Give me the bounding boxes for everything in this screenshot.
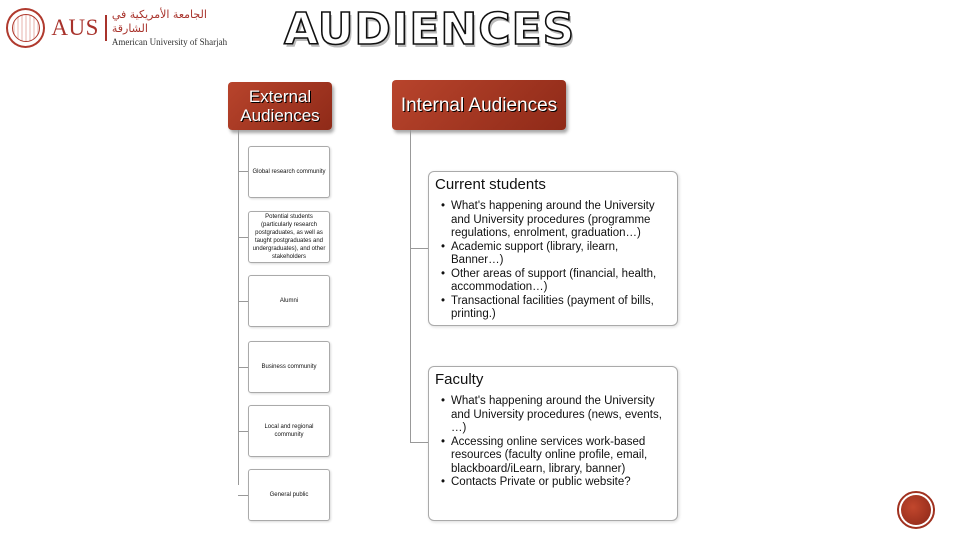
bullet-item: • Contacts Private or public website? — [443, 476, 671, 490]
internal-audiences-label: Internal Audiences — [400, 94, 558, 116]
internal-connector-branch — [410, 442, 428, 443]
external-connector-branch — [238, 431, 248, 432]
internal-group-current-students — [428, 171, 678, 326]
external-connector-branch — [238, 367, 248, 368]
internal-audiences-header — [392, 80, 566, 130]
external-item-research-community — [248, 146, 330, 198]
bullet-item: • What's happening around the University and University procedures (news, events, …) — [443, 395, 671, 436]
external-audiences-label: External Audiences — [240, 87, 320, 125]
external-connector-branch — [238, 237, 248, 238]
slide-nav-button[interactable] — [897, 491, 935, 529]
logo-arabic-name: الجامعة الأمريكية في الشارقة — [111, 8, 207, 35]
bullet-item: • Accessing online services work-based resources (faculty online profile, email, blackboard/iLearn, library, banner) — [443, 436, 671, 477]
internal-group-title: Current students — [435, 176, 546, 193]
external-item-potential-students — [248, 211, 330, 263]
internal-connector-trunk — [410, 130, 411, 442]
slide-title: AUDIENCES — [284, 4, 576, 55]
external-item-alumni — [248, 275, 330, 327]
university-seal-icon — [6, 8, 45, 48]
bullet-item: • Other areas of support (financial, health, accommodation…) — [443, 268, 671, 295]
internal-group-bullets — [435, 200, 671, 322]
external-connector-branch — [238, 495, 248, 496]
aus-logo — [6, 6, 244, 50]
external-item-label: Alumni — [279, 298, 299, 304]
internal-connector-branch — [410, 248, 428, 249]
external-item-label: Potential students (particularly research postgraduates, as well as taught postgraduates and undergraduates), and other stakeholders — [252, 214, 326, 260]
external-audiences-header — [228, 82, 332, 130]
external-item-label: Global research community — [252, 169, 326, 175]
external-item-label: Business community — [261, 364, 317, 370]
bullet-item: • Transactional facilities (payment of bills, printing.) — [443, 295, 671, 322]
external-item-local-community — [248, 405, 330, 457]
internal-group-title: Faculty — [435, 371, 484, 388]
external-connector-branch — [238, 301, 248, 302]
bullet-item: • Academic support (library, ilearn, Banner…) — [443, 241, 671, 268]
internal-group-bullets — [435, 395, 671, 490]
external-item-business-community — [248, 341, 330, 393]
logo-abbreviation: AUS — [51, 15, 107, 41]
logo-english-name: American University of Sharjah — [111, 37, 228, 47]
external-item-label: Local and regional community — [264, 424, 314, 438]
bullet-item: • What's happening around the University and University procedures (programme regulations, enrolment, graduation…) — [443, 200, 671, 241]
external-item-general-public — [248, 469, 330, 521]
external-item-label: General public — [269, 492, 309, 498]
internal-group-faculty — [428, 366, 678, 521]
slide-nav-circle-icon — [901, 495, 931, 525]
external-connector-branch — [238, 171, 248, 172]
